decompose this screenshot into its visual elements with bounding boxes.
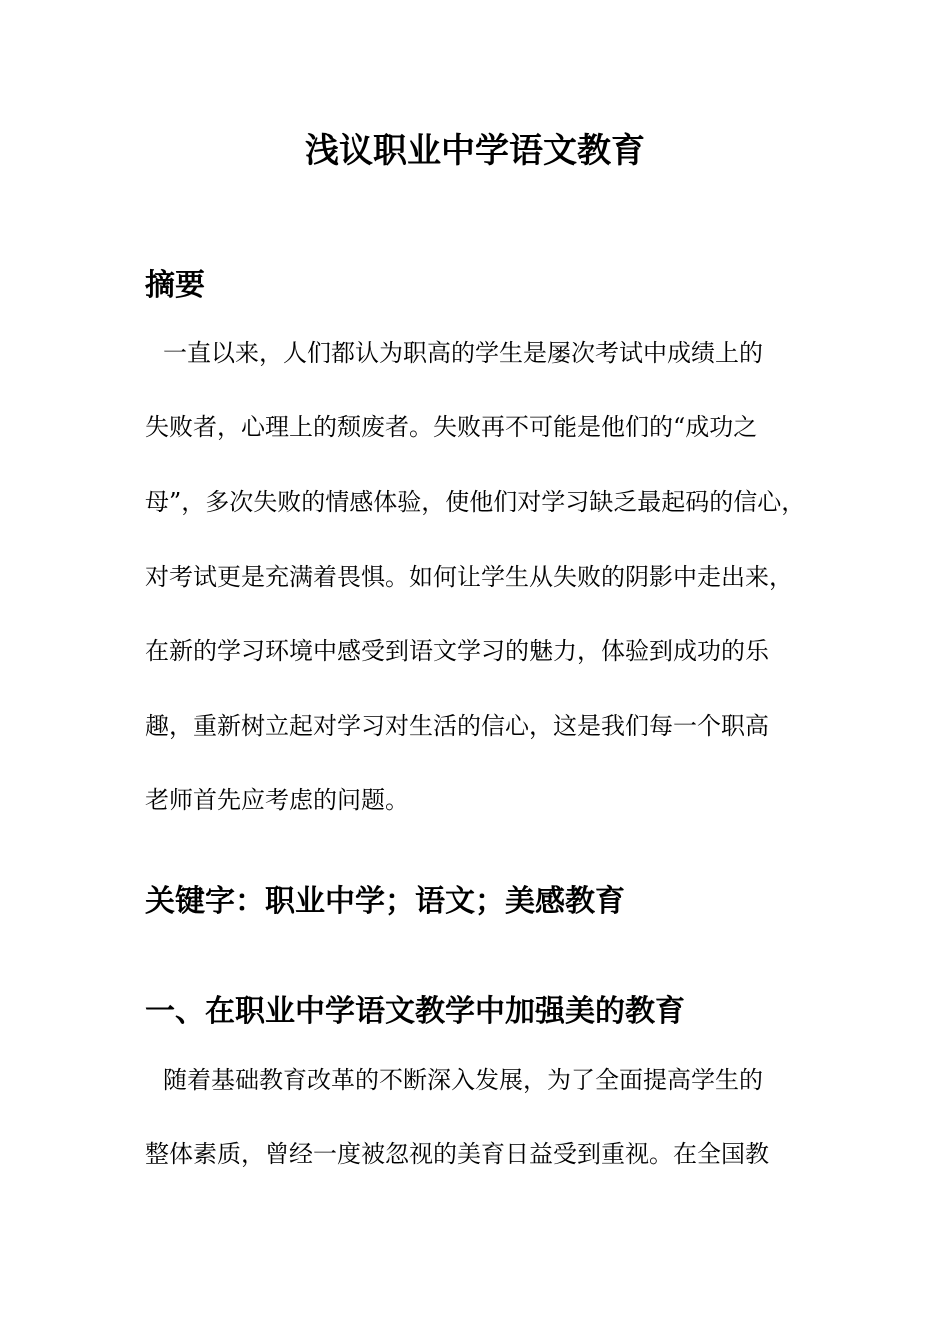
abstract-line: 母”，多次失败的情感体验，使他们对学习缺乏最起码的信心，	[145, 488, 806, 516]
section-line: 整体素质，曾经一度被忽视的美育日益受到重视。在全国教	[145, 1140, 769, 1168]
abstract-line: 一直以来，人们都认为职高的学生是屡次考试中成绩上的	[163, 339, 763, 367]
document-title: 浅议职业中学语文教育	[305, 131, 645, 171]
abstract-line: 对考试更是充满着畏惧。如何让学生从失败的阴影中走出来，	[145, 563, 793, 591]
section-heading: 一、在职业中学语文教学中加强美的教育	[145, 994, 685, 1029]
abstract-line: 在新的学习环境中感受到语文学习的魅力，体验到成功的乐	[145, 637, 769, 665]
abstract-heading: 摘要	[145, 268, 205, 303]
abstract-line: 失败者，心理上的颓废者。失败再不可能是他们的“成功之	[145, 413, 758, 441]
section-line: 随着基础教育改革的不断深入发展，为了全面提高学生的	[163, 1066, 763, 1094]
abstract-line: 老师首先应考虑的问题。	[145, 786, 409, 814]
keywords-heading: 关键字：职业中学；语文；美感教育	[145, 884, 625, 919]
abstract-line: 趣，重新树立起对学习对生活的信心，这是我们每一个职高	[145, 712, 769, 740]
